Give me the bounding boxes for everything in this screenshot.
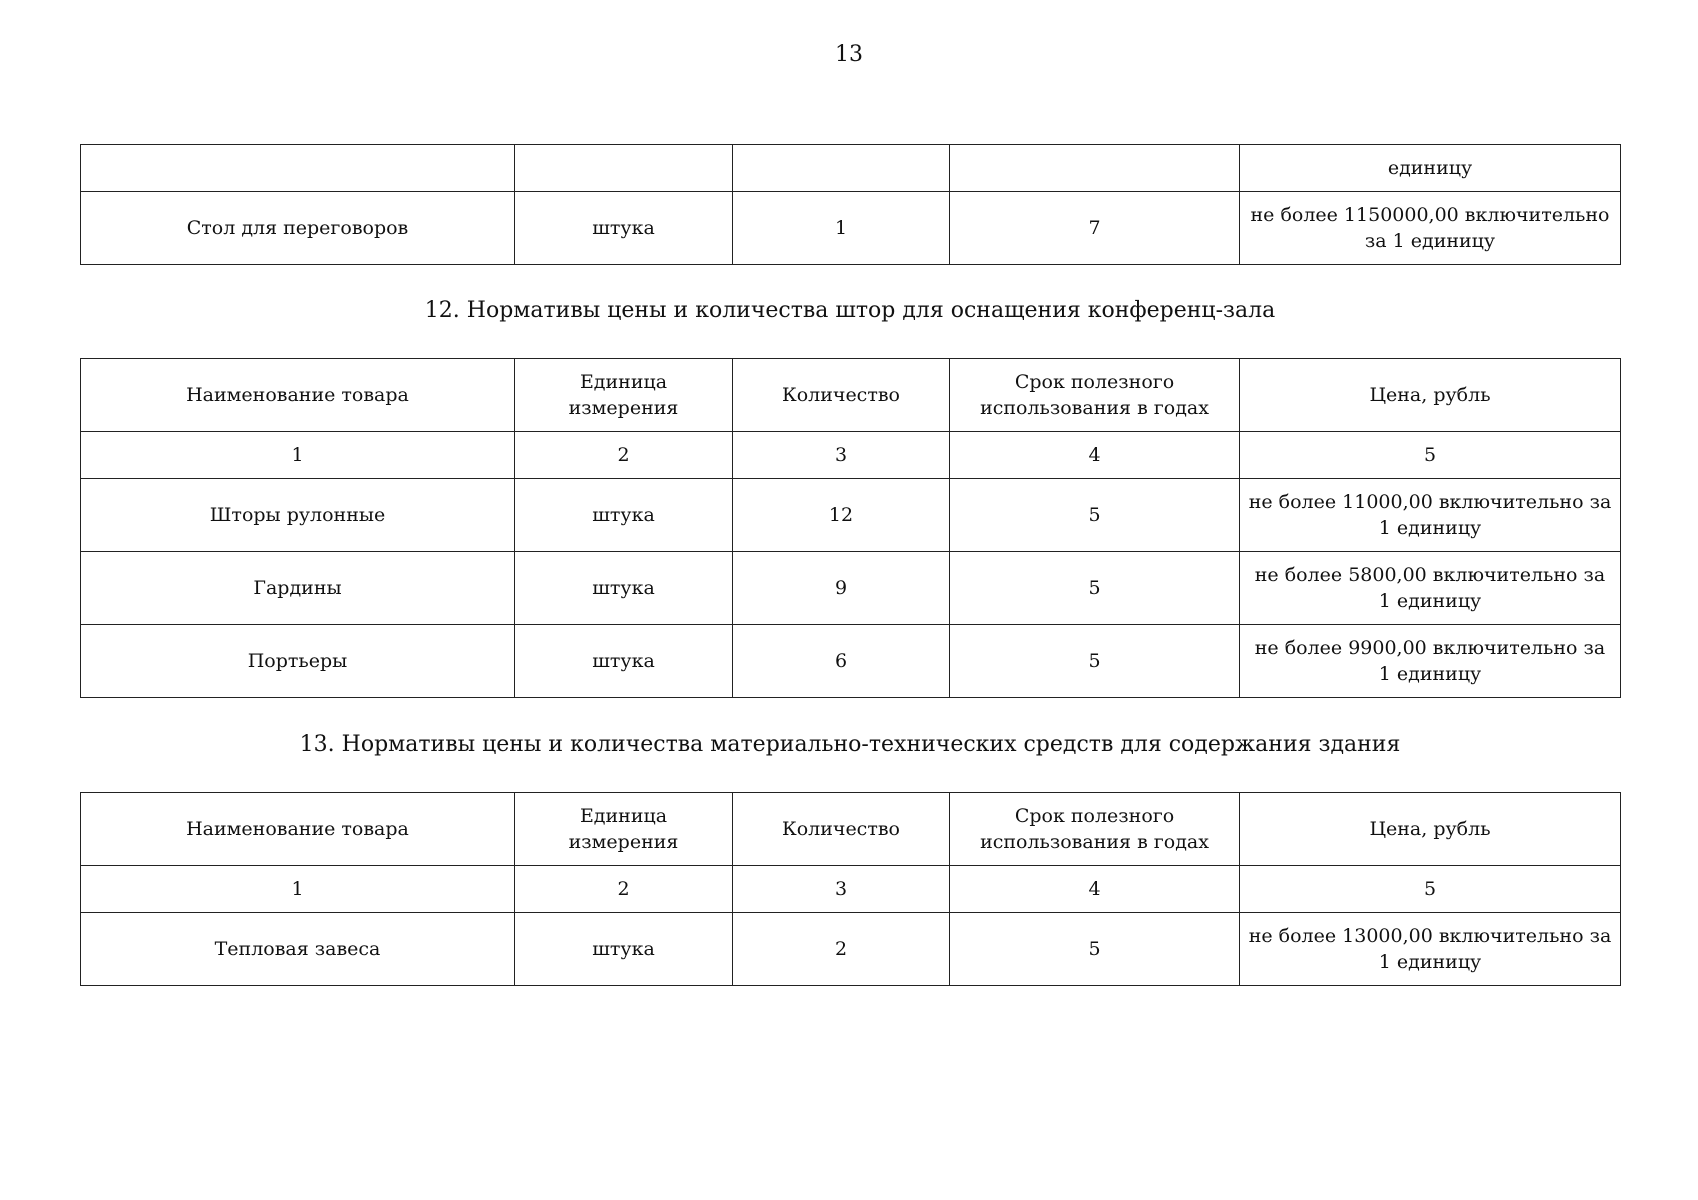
table-row — [81, 913, 1621, 986]
table-cell — [733, 145, 950, 192]
quantity-cell: 9 — [733, 552, 950, 625]
table-cell — [950, 145, 1240, 192]
table-row — [81, 479, 1621, 552]
price-cell: не более 11000,00 включительно за 1 единицу — [1240, 479, 1621, 552]
column-header: Наименование товара — [81, 359, 515, 432]
price-cell: не более 1150000,00 включительно за 1 единицу — [1240, 192, 1621, 265]
table-cell — [81, 145, 515, 192]
column-number: 2 — [515, 866, 733, 913]
table-row — [81, 625, 1621, 698]
column-header: Наименование товара — [81, 793, 515, 866]
column-number: 5 — [1240, 866, 1621, 913]
continued-table — [80, 144, 1621, 265]
unit-cell: штука — [515, 192, 733, 265]
lifetime-cell: 5 — [950, 479, 1240, 552]
section-title: 13. Нормативы цены и количества материально-технических средств для содержания здания — [299, 732, 1401, 757]
quantity-cell: 12 — [733, 479, 950, 552]
lifetime-cell: 5 — [950, 552, 1240, 625]
column-number: 4 — [950, 866, 1240, 913]
table-cell — [515, 145, 733, 192]
table-row — [81, 192, 1621, 265]
column-header: Цена, рубль — [1240, 793, 1621, 866]
column-number: 1 — [81, 866, 515, 913]
column-header: Срок полезного использования в годах — [950, 793, 1240, 866]
product-name-cell: Шторы рулонные — [81, 479, 515, 552]
column-number: 4 — [950, 432, 1240, 479]
column-number: 3 — [733, 432, 950, 479]
table-cell: единицу — [1240, 145, 1621, 192]
quantity-cell: 6 — [733, 625, 950, 698]
price-cell: не более 13000,00 включительно за 1 единицу — [1240, 913, 1621, 986]
table-header-row — [81, 793, 1621, 866]
column-number: 2 — [515, 432, 733, 479]
table-row — [81, 552, 1621, 625]
lifetime-cell: 5 — [950, 625, 1240, 698]
building-equipment-table — [80, 792, 1621, 986]
price-cell: не более 9900,00 включительно за 1 единицу — [1240, 625, 1621, 698]
column-header: Срок полезного использования в годах — [950, 359, 1240, 432]
table-header-row — [81, 359, 1621, 432]
product-name-cell: Портьеры — [81, 625, 515, 698]
lifetime-cell: 5 — [950, 913, 1240, 986]
column-number: 1 — [81, 432, 515, 479]
column-number: 5 — [1240, 432, 1621, 479]
column-header: Единица измерения — [515, 793, 733, 866]
column-header: Цена, рубль — [1240, 359, 1621, 432]
column-number-row — [81, 432, 1621, 479]
column-header: Единица измерения — [515, 359, 733, 432]
unit-cell: штука — [515, 625, 733, 698]
product-name-cell: Тепловая завеса — [81, 913, 515, 986]
unit-cell: штука — [515, 479, 733, 552]
column-header: Количество — [733, 793, 950, 866]
product-name-cell: Гардины — [81, 552, 515, 625]
price-cell: не более 5800,00 включительно за 1 единицу — [1240, 552, 1621, 625]
quantity-cell: 2 — [733, 913, 950, 986]
column-header: Количество — [733, 359, 950, 432]
unit-cell: штука — [515, 552, 733, 625]
page-number: 13 — [835, 42, 863, 67]
product-name-cell: Стол для переговоров — [81, 192, 515, 265]
unit-cell: штука — [515, 913, 733, 986]
column-number-row — [81, 866, 1621, 913]
table-row — [81, 145, 1621, 192]
lifetime-cell: 7 — [950, 192, 1240, 265]
quantity-cell: 1 — [733, 192, 950, 265]
column-number: 3 — [733, 866, 950, 913]
section-title: 12. Нормативы цены и количества штор для оснащения конференц-зала — [424, 298, 1276, 323]
curtains-table — [80, 358, 1621, 698]
